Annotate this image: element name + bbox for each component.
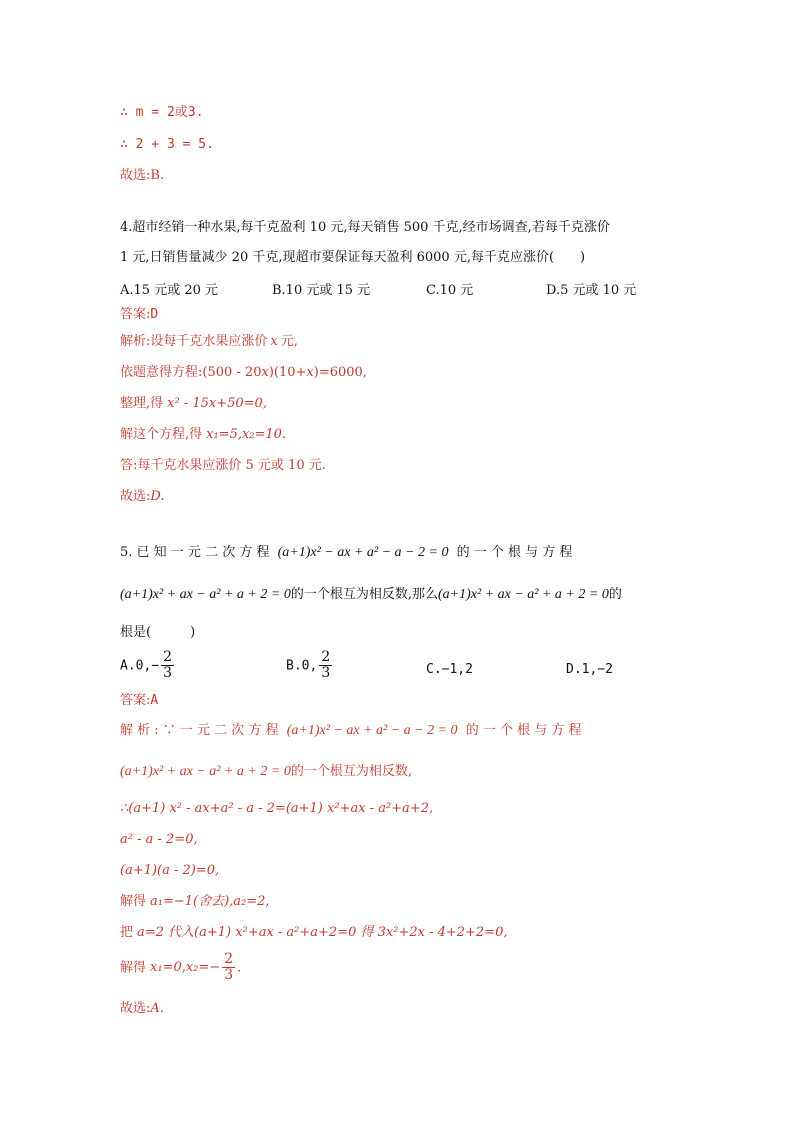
prev-conclusion-2: ∴ 2 + 3 = 5. xyxy=(120,137,214,152)
q5-opt-b-fraction xyxy=(319,650,332,682)
q5-stem-line3: 根是( ) xyxy=(120,625,196,640)
q5-option-c: C.−1,2 xyxy=(426,662,473,677)
q4-stem-line2: 1 元,日销售量减少 20 千克,现超市要保证每天盈利 6000 元,每千克应涨价( ) xyxy=(120,250,586,265)
q5-stem1-text: 5. 已 知 一 元 二 次 方 程 xyxy=(120,545,270,560)
prev-choose xyxy=(120,167,164,185)
q5-stem2-text: 的一个根互为相反数,那么 xyxy=(290,587,438,602)
q5-option-d: D.1,−2 xyxy=(566,662,613,677)
q5-solution-5: (a+1)(a - 2)=0, xyxy=(120,863,220,878)
q5-sol8-fraction xyxy=(222,952,235,984)
q5-solution-2 xyxy=(120,763,412,781)
q5-sol1-tail: 的 一 个 根 与 方 程 xyxy=(465,723,582,738)
q4-option-b: B.10 元或 15 元 xyxy=(272,283,371,298)
q5-stem-line1 xyxy=(120,544,676,562)
q4-solution-3 xyxy=(120,395,267,413)
prev-conclusion-1: ∴ m = 2或3. xyxy=(120,105,204,120)
q5-solution-7 xyxy=(120,924,507,942)
q5-choose xyxy=(120,1000,164,1018)
q5-sol7-substitution: a=2 代入(a+1) x²+ax - a²+a+2=0 得 3x²+2x - 4+2+2=0, xyxy=(137,925,508,940)
q5-choose-label: 故选: xyxy=(120,1001,151,1016)
q4-solution-2 xyxy=(120,364,367,382)
q4-answer-label: 答案: xyxy=(120,307,151,322)
q5-solution-8 xyxy=(120,952,241,984)
q4-sol2-label: 依题意得方程: xyxy=(120,365,203,380)
q5-sol7-label: 把 xyxy=(120,925,134,940)
prev-choose-answer: B. xyxy=(150,168,165,183)
q4-choose xyxy=(120,488,164,506)
q5-choose-answer: A. xyxy=(150,1001,164,1016)
q5-opt-b-den: 3 xyxy=(321,665,331,682)
q4-sol2-p1: (500 - 20 xyxy=(202,365,262,380)
q5-sol8-roots: x₁=0,x₂=− xyxy=(150,960,221,976)
q5-sol8-period: . xyxy=(237,960,242,976)
q5-sol8-num: 2 xyxy=(224,951,234,967)
q5-solution-3: ∴(a+1) x² - ax+a² - a - 2=(a+1) x²+ax - a²+a+2, xyxy=(120,801,434,816)
q5-answer-label: 答案: xyxy=(120,693,151,708)
q4-sol4-roots: x₁=5,x₂=10. xyxy=(206,427,287,442)
q5-equation-3: (a+1)x² + ax − a² + a + 2 = 0 xyxy=(437,587,609,602)
q5-sol8-label: 解得 xyxy=(120,960,147,976)
q4-choose-answer: D. xyxy=(150,489,165,504)
q5-opt-a-fraction xyxy=(161,650,174,682)
q4-solution-1 xyxy=(120,333,298,351)
q4-sol2-x2: x xyxy=(306,365,314,380)
q4-option-d: D.5 元或 10 元 xyxy=(546,283,637,298)
q4-option-a: A.15 元或 20 元 xyxy=(120,283,219,298)
q5-sol6-roots: a₁=−1(舍去),a₂=2, xyxy=(150,894,270,909)
q4-answer xyxy=(120,306,158,324)
prev-choose-label: 故选: xyxy=(120,168,151,183)
q4-sol3-label: 整理,得 xyxy=(120,396,164,411)
q4-choose-label: 故选: xyxy=(120,489,151,504)
q5-solution-1 xyxy=(120,722,676,740)
q4-sol1-unit: 元, xyxy=(280,334,298,349)
q5-option-a xyxy=(120,650,176,682)
q5-sol-equation-2: (a+1)x² + ax − a² + a + 2 = 0 xyxy=(120,764,291,779)
q5-solution-4: a² - a - 2=0, xyxy=(120,832,198,847)
q5-opt-b-num: 2 xyxy=(321,649,331,665)
q5-equation-1: (a+1)x² − ax + a² − a − 2 = 0 xyxy=(277,545,449,560)
q4-sol2-p3: )=6000, xyxy=(313,365,367,380)
q5-opt-a-den: 3 xyxy=(163,665,173,682)
q4-stem-line1: 4.超市经销一种水果,每千克盈利 10 元,每天销售 500 千克,经市场调查,若每千克涨价 xyxy=(120,220,610,235)
q4-sol1-text: 解析:设每千克水果应涨价 xyxy=(120,334,268,349)
q5-solution-6 xyxy=(120,893,270,911)
q5-stem-line2 xyxy=(120,586,622,604)
q5-sol6-label: 解得 xyxy=(120,894,147,909)
q5-sol1-text: 解 析 : ∵ 一 元 二 次 方 程 xyxy=(120,723,279,738)
q5-opt-b-text: B.0, xyxy=(286,658,318,674)
q5-option-b xyxy=(286,650,334,682)
q4-solution-5: 答:每千克水果应涨价 5 元或 10 元. xyxy=(120,458,326,473)
q4-solution-4 xyxy=(120,426,286,444)
q5-opt-a-text: A.0,− xyxy=(120,658,160,674)
q5-sol2-text: 的一个根互为相反数, xyxy=(290,764,412,779)
q5-stem1-tail: 的 一 个 根 与 方 程 xyxy=(456,545,573,560)
q4-option-c: C.10 元 xyxy=(426,283,474,298)
q4-sol2-x1: x xyxy=(261,365,269,380)
q5-stem2-tail: 的 xyxy=(608,587,622,602)
q5-sol-equation-1: (a+1)x² − ax + a² − a − 2 = 0 xyxy=(286,723,458,738)
q5-sol8-den: 3 xyxy=(224,967,234,984)
q5-answer-value: A xyxy=(150,693,159,708)
q5-answer xyxy=(120,692,158,710)
q5-opt-a-num: 2 xyxy=(163,649,173,665)
q4-answer-value: D xyxy=(150,307,159,322)
q5-equation-2: (a+1)x² + ax − a² + a + 2 = 0 xyxy=(120,587,291,602)
q4-sol2-p2: )(10+ xyxy=(268,365,307,380)
q4-sol3-eq: x² - 15x+50=0, xyxy=(167,396,267,411)
q4-sol4-label: 解这个方程,得 xyxy=(120,427,203,442)
q4-sol1-var: x xyxy=(270,334,278,349)
